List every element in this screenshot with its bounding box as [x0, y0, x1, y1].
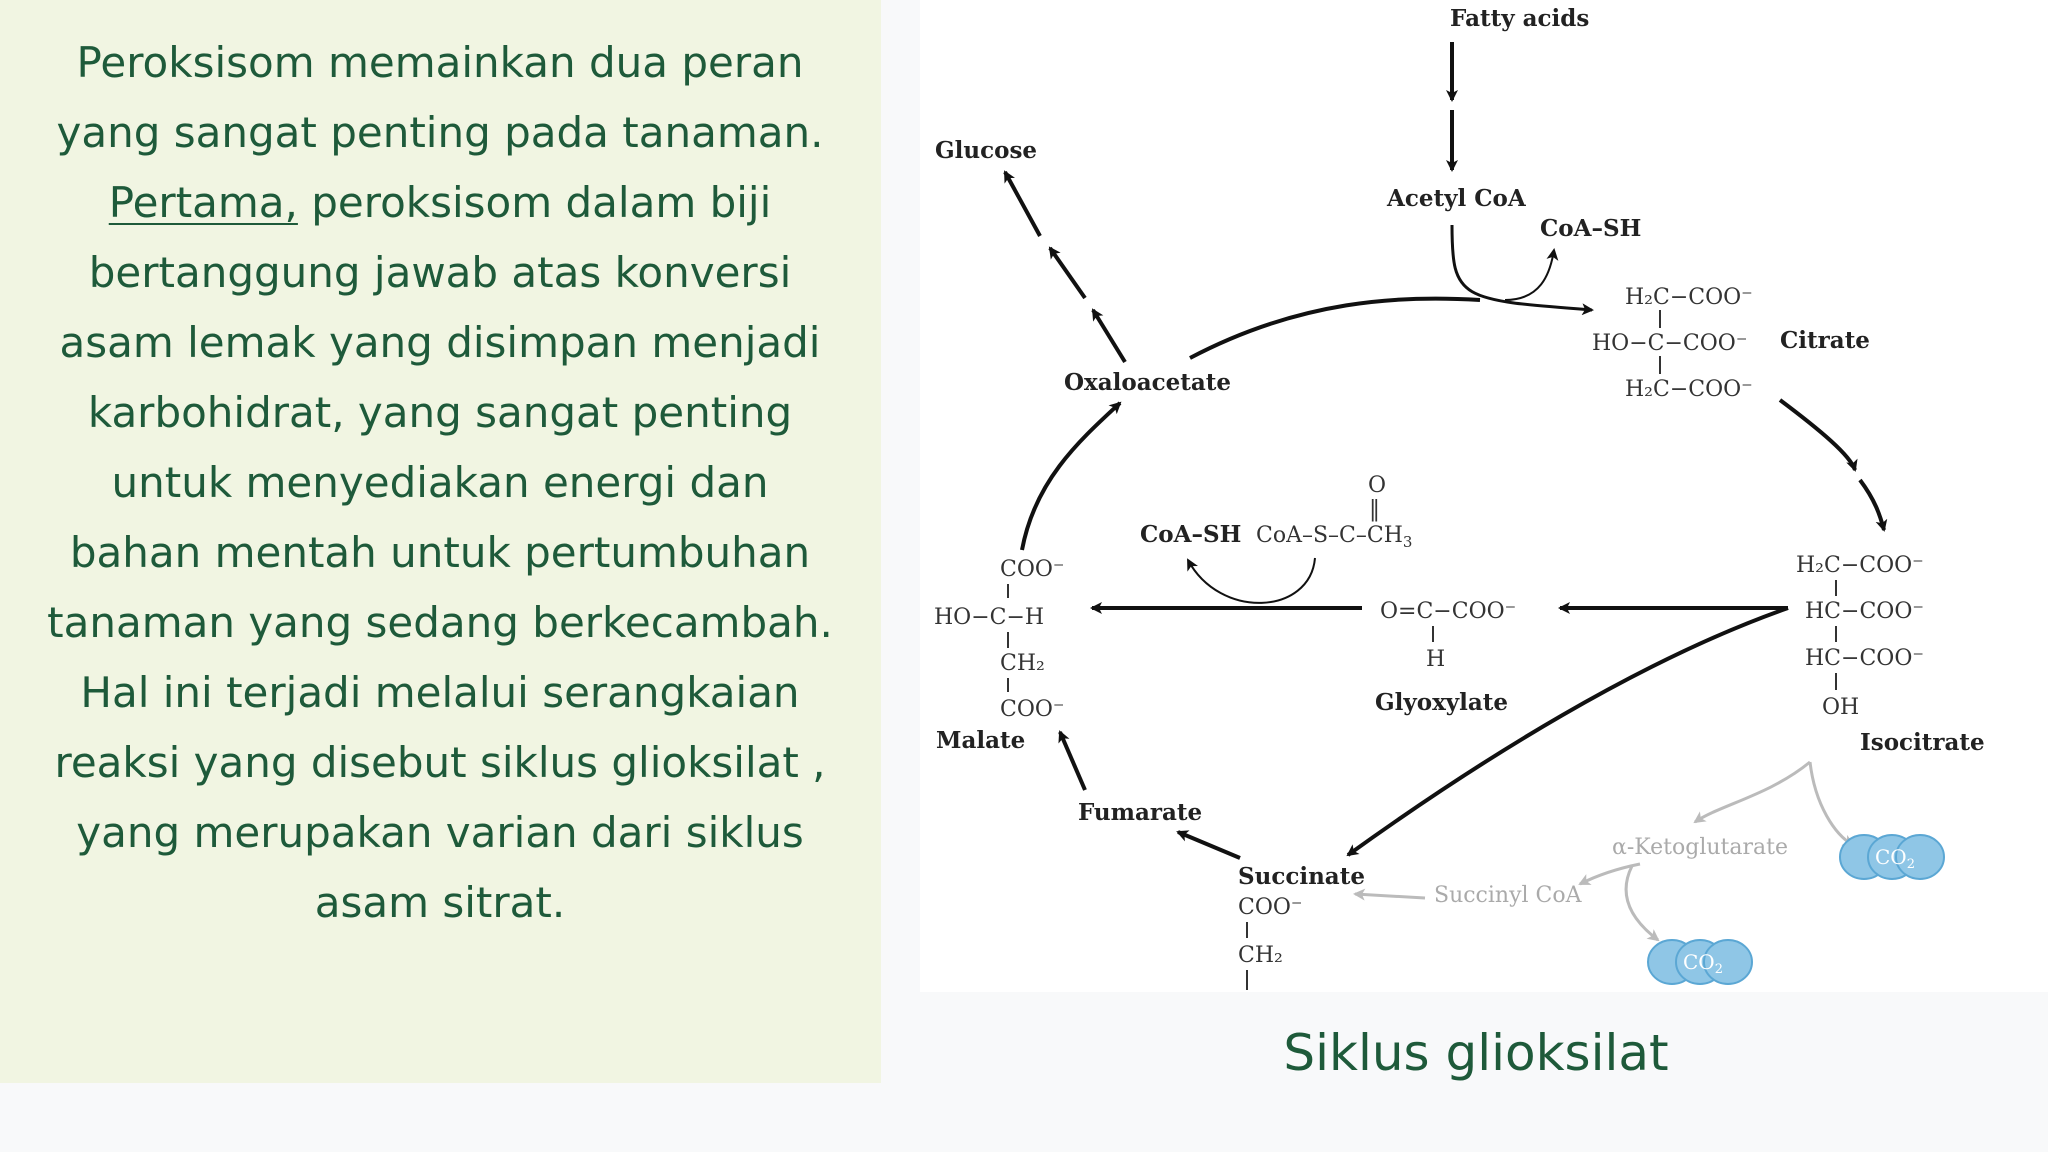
acetyl-double-bond: ‖	[1369, 497, 1380, 522]
arrow-glucose-1	[1093, 310, 1125, 362]
arrow-citrate-isocitrate-2	[1860, 480, 1884, 530]
fatty-acids-label: Fatty acids	[1450, 5, 1590, 32]
diagram-caption: Siklus glioksilat	[1283, 1024, 1669, 1082]
arrow-isocitrate-ketoglutarate	[1695, 762, 1810, 822]
oxaloacetate-label: Oxaloacetate	[1064, 369, 1232, 396]
arrow-succinyl-succinate	[1355, 894, 1425, 898]
co2-bubble-a	[1840, 835, 1944, 879]
paragraph-line: bertanggung jawab atas konversi	[88, 248, 792, 297]
citrate-label: Citrate	[1780, 327, 1870, 354]
citrate-line-3: H₂C−COO⁻	[1625, 377, 1753, 402]
succinate-label: Succinate	[1238, 863, 1365, 890]
paragraph-line: tanaman yang sedang berkecambah.	[47, 598, 833, 647]
paragraph-line: Peroksisom memainkan dua peran	[76, 38, 804, 87]
paragraph-line: karbohidrat, yang sangat penting	[87, 388, 793, 437]
co2-sub-b: 2	[1714, 962, 1723, 977]
citrate-line-1: H₂C−COO⁻	[1625, 285, 1753, 310]
acetyl-coa-formula-main: CoA–S–C–CH	[1256, 523, 1403, 548]
succinate-line-2: CH₂	[1238, 943, 1283, 968]
co2-text-b: CO	[1683, 950, 1715, 974]
isocitrate-line-2: HC−COO⁻	[1805, 599, 1924, 624]
paragraph-line: reaksi yang disebut siklus glioksilat ,	[54, 738, 826, 787]
body-paragraph	[30, 28, 850, 938]
arrow-succinate-fumarate	[1178, 832, 1240, 858]
arrow-co2-release-1	[1810, 762, 1853, 845]
acetyl-coa-formula-sub: 3	[1402, 533, 1413, 551]
malate-line-3: CH₂	[1000, 651, 1045, 676]
acetyl-o-atom: O	[1368, 473, 1387, 498]
isocitrate-line-4: OH	[1822, 695, 1860, 720]
paragraph-line: asam lemak yang disimpan menjadi	[59, 318, 821, 367]
fumarate-label: Fumarate	[1078, 799, 1203, 826]
succinate-line-1: COO⁻	[1238, 895, 1303, 920]
arrow-citrate-isocitrate-1	[1780, 400, 1855, 470]
malate-line-4: COO⁻	[1000, 697, 1065, 722]
isocitrate-line-1: H₂C−COO⁻	[1796, 553, 1924, 578]
glyoxylate-line-1: O=C−COO⁻	[1380, 599, 1517, 624]
co2-text-a: CO	[1875, 845, 1907, 869]
arrow-isocitrate-succinate	[1348, 608, 1788, 855]
glyoxylate-label: Glyoxylate	[1375, 689, 1509, 716]
coa-sh-mid-label: CoA–SH	[1140, 521, 1242, 548]
paragraph-line: bahan mentah untuk pertumbuhan	[69, 528, 811, 577]
arrow-co2-release-2	[1626, 866, 1658, 940]
paragraph-line	[30, 168, 850, 238]
text-panel	[0, 0, 881, 1083]
malate-line-2: HO−C−H	[934, 605, 1045, 630]
glucose-label: Glucose	[935, 137, 1038, 164]
coa-sh-top-label: CoA–SH	[1540, 215, 1642, 242]
isocitrate-label: Isocitrate	[1860, 729, 1985, 756]
paragraph-line: Hal ini terjadi melalui serangkaian	[80, 668, 800, 717]
arrow-malate-oxaloacetate	[1022, 403, 1120, 550]
isocitrate-line-3: HC−COO⁻	[1805, 646, 1924, 671]
succinyl-coa-label: Succinyl CoA	[1434, 883, 1582, 908]
paragraph-line-rest: peroksisom dalam biji	[297, 178, 772, 227]
arrow-glucose-3	[1005, 172, 1040, 236]
paragraph-line: yang merupakan varian dari siklus	[76, 808, 804, 857]
arrow-acetyl-coa-input	[1188, 558, 1315, 603]
arrow-fumarate-malate	[1060, 732, 1085, 790]
diagram-svg	[920, 0, 2048, 992]
arrow-coa-sh-release	[1505, 250, 1554, 300]
underlined-word: Pertama,	[108, 178, 298, 227]
malate-line-1: COO⁻	[1000, 557, 1065, 582]
paragraph-line: asam sitrat.	[314, 878, 566, 927]
glyoxylate-cycle-diagram	[920, 0, 2048, 992]
citrate-line-2: HO−C−COO⁻	[1592, 331, 1748, 356]
alpha-ketoglutarate-label: α-Ketoglutarate	[1612, 835, 1788, 860]
acetyl-coa-formula	[1256, 523, 1412, 551]
co2-sub-a: 2	[1906, 857, 1915, 872]
acetyl-coa-label: Acetyl CoA	[1387, 185, 1526, 212]
arrow-glucose-2	[1050, 248, 1085, 298]
paragraph-line: untuk menyediakan energi dan	[111, 458, 769, 507]
paragraph-line: yang sangat penting pada tanaman.	[56, 108, 824, 157]
arc-oxaloacetate-citrate	[1190, 299, 1480, 358]
glyoxylate-line-2: H	[1426, 647, 1446, 672]
malate-label: Malate	[936, 727, 1026, 754]
co2-bubble-b	[1648, 940, 1752, 984]
